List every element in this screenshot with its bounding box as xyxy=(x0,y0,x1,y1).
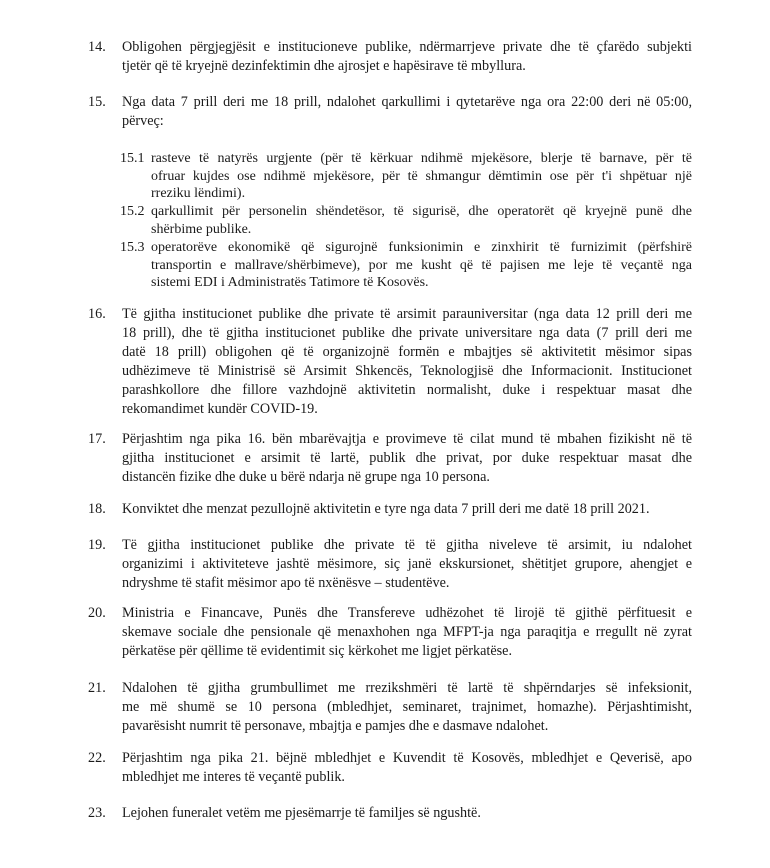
item-text xyxy=(122,305,692,419)
item-number: 22. xyxy=(88,750,106,766)
text-line: Nga data 7 prill deri me 18 prill, ndalohet qarkullimi i qytetarëve nga ora 22:00 deri në 05:00, xyxy=(122,94,692,110)
item-number: 15. xyxy=(88,94,106,110)
text-line: tjetër që të kryejnë dezinfektimin dhe ajrosjet e hapësirave të mbyllura. xyxy=(122,58,526,74)
sub-item-number: 15.3 xyxy=(120,240,145,255)
item-number: 16. xyxy=(88,306,106,322)
list-item-22 xyxy=(88,749,692,787)
text-line: Lejohen funeralet vetëm me pjesëmarrje të familjes së ngushtë. xyxy=(122,805,481,821)
list-item-17 xyxy=(88,430,692,487)
text-line: shërbime publike. xyxy=(151,221,252,237)
item-number: 21. xyxy=(88,680,106,696)
text-line: me më shumë se 10 persona (mbledhjet, seminaret, trajnimet, homazhe). Përjashtimisht, xyxy=(122,699,692,715)
list-item-15 xyxy=(88,93,692,131)
text-line: gjitha institucionet e arsimit të lartë, publik dhe privat, por duke respektuar masat dhe xyxy=(122,450,692,466)
list-item-14 xyxy=(88,38,692,76)
item-text xyxy=(122,804,692,823)
text-line: distancën fizike dhe duke u bërë ndarja në grupe nga 10 persona. xyxy=(122,469,490,485)
item-number: 14. xyxy=(88,39,106,55)
text-line: rreziku lëndimi). xyxy=(151,186,246,201)
text-line: pavarësisht numrit të personave, mbajtja e pamjes dhe e dasmave ndalohet. xyxy=(122,718,549,734)
sub-item-text xyxy=(151,239,692,292)
item-number: 20. xyxy=(88,605,106,621)
sub-item-number: 15.2 xyxy=(120,204,145,219)
sub-item-text xyxy=(151,203,692,238)
text-line: transportin e mallrave/shërbimeve), por me kusht që të pajisen me leje të veçantë nga xyxy=(151,257,692,273)
text-line: Përjashtim nga pika 21. bëjnë mbledhjet e Kuvendit të Kosovës, mbledhjet e Qeverisë, apo xyxy=(122,750,692,766)
text-line: përkatëse për qëllime të evidentimit siç kërkohet me ligjet përkatëse. xyxy=(122,643,513,659)
text-line: udhëzimeve të Ministrisë së Arsimit Shkencës, Teknologjisë dhe Informacionit. Institucionet xyxy=(122,363,692,379)
text-line: qarkullimit për personelin shëndetësor, të sigurisë, dhe operatorët që kryejnë punë dhe xyxy=(151,204,692,219)
item-text xyxy=(122,93,692,131)
text-line: Obligohen përgjegjësit e institucioneve publike, ndërmarrjeve private dhe të çfarëdo subjekti xyxy=(122,39,692,55)
list-item-20 xyxy=(88,604,692,661)
text-line: skemave sociale dhe pensionale që menaxhohen nga MFPT-ja nga paraqitja e rregullt në zyrat xyxy=(122,624,692,640)
text-line: datë 18 prill) obligohen që të organizojnë formën e mbajtjes së aktivitetit mësimor sipas xyxy=(122,344,692,360)
sub-item-number: 15.1 xyxy=(120,151,145,166)
item-number: 23. xyxy=(88,805,106,821)
item-text xyxy=(122,430,692,487)
item-text xyxy=(122,536,692,593)
list-item-23 xyxy=(88,804,692,823)
list-item-18 xyxy=(88,500,692,519)
text-line: Të gjitha institucionet publike dhe private të të gjitha niveleve të arsimit, iu ndalohet xyxy=(122,537,692,553)
text-line: organizimi i aktiviteteve jashtë mësimore, siç janë ekskursionet, shëtitjet grupore, ahengjet e xyxy=(122,556,692,572)
text-line: ofruar kujdes ose ndihmë mjekësore, për të shmangur dëmtimin ose për t'i shpëtuar një xyxy=(151,168,692,184)
sub-item-text xyxy=(151,150,692,203)
text-line: përveç: xyxy=(122,113,164,129)
text-line: mbledhjet me interes të veçantë publik. xyxy=(122,769,345,785)
list-item-21 xyxy=(88,679,692,736)
sub-item-15-1 xyxy=(120,150,692,203)
item-text xyxy=(122,500,692,519)
list-item-16 xyxy=(88,305,692,419)
text-line: Konviktet dhe menzat pezullojnë aktivitetin e tyre nga data 7 prill deri me datë 18 prill 2021. xyxy=(122,501,650,517)
item-text xyxy=(122,679,692,736)
list-item-19 xyxy=(88,536,692,593)
text-line: 18 prill), dhe të gjitha institucionet publike dhe private universitare nga data (7 prill deri me xyxy=(122,325,692,341)
text-line: Të gjitha institucionet publike dhe private të arsimit parauniversitar (nga data 12 prill deri me xyxy=(122,306,692,322)
item-text xyxy=(122,749,692,787)
text-line: Përjashtim nga pika 16. bën mbarëvajtja e provimeve të cilat mund të mbahen fizikisht në të xyxy=(122,431,692,447)
text-line: ndryshme të stafit mësimor apo të nxënësve – studentëve. xyxy=(122,575,450,591)
text-line: Ndalohen të gjitha grumbullimet me rrezikshmëri të lartë të shpërndarjes së infeksionit, xyxy=(122,680,692,696)
text-line: rekomandimet kundër COVID-19. xyxy=(122,401,318,417)
sub-item-15-2 xyxy=(120,203,692,238)
item-number: 17. xyxy=(88,431,106,447)
item-number: 18. xyxy=(88,501,106,517)
item-text xyxy=(122,38,692,76)
text-line: operatorëve ekonomikë që sigurojnë funksionimin e zinxhirit të furnizimit (përfshirë xyxy=(151,240,692,255)
item-text xyxy=(122,604,692,661)
text-line: parashkollore dhe fillore vazhdojnë aktivitetin normalisht, duke i respektuar masat dhe xyxy=(122,382,692,398)
sub-item-15-3 xyxy=(120,239,692,292)
text-line: sistemi EDI i Administratës Tatimore të Kosovës. xyxy=(151,275,429,290)
text-line: rasteve të natyrës urgjente (për të kërkuar ndihmë mjekësore, blerje të barnave, për të xyxy=(151,151,692,166)
item-number: 19. xyxy=(88,537,106,553)
text-line: Ministria e Financave, Punës dhe Transfereve udhëzohet të lirojë të gjithë përfituesit e xyxy=(122,605,692,621)
